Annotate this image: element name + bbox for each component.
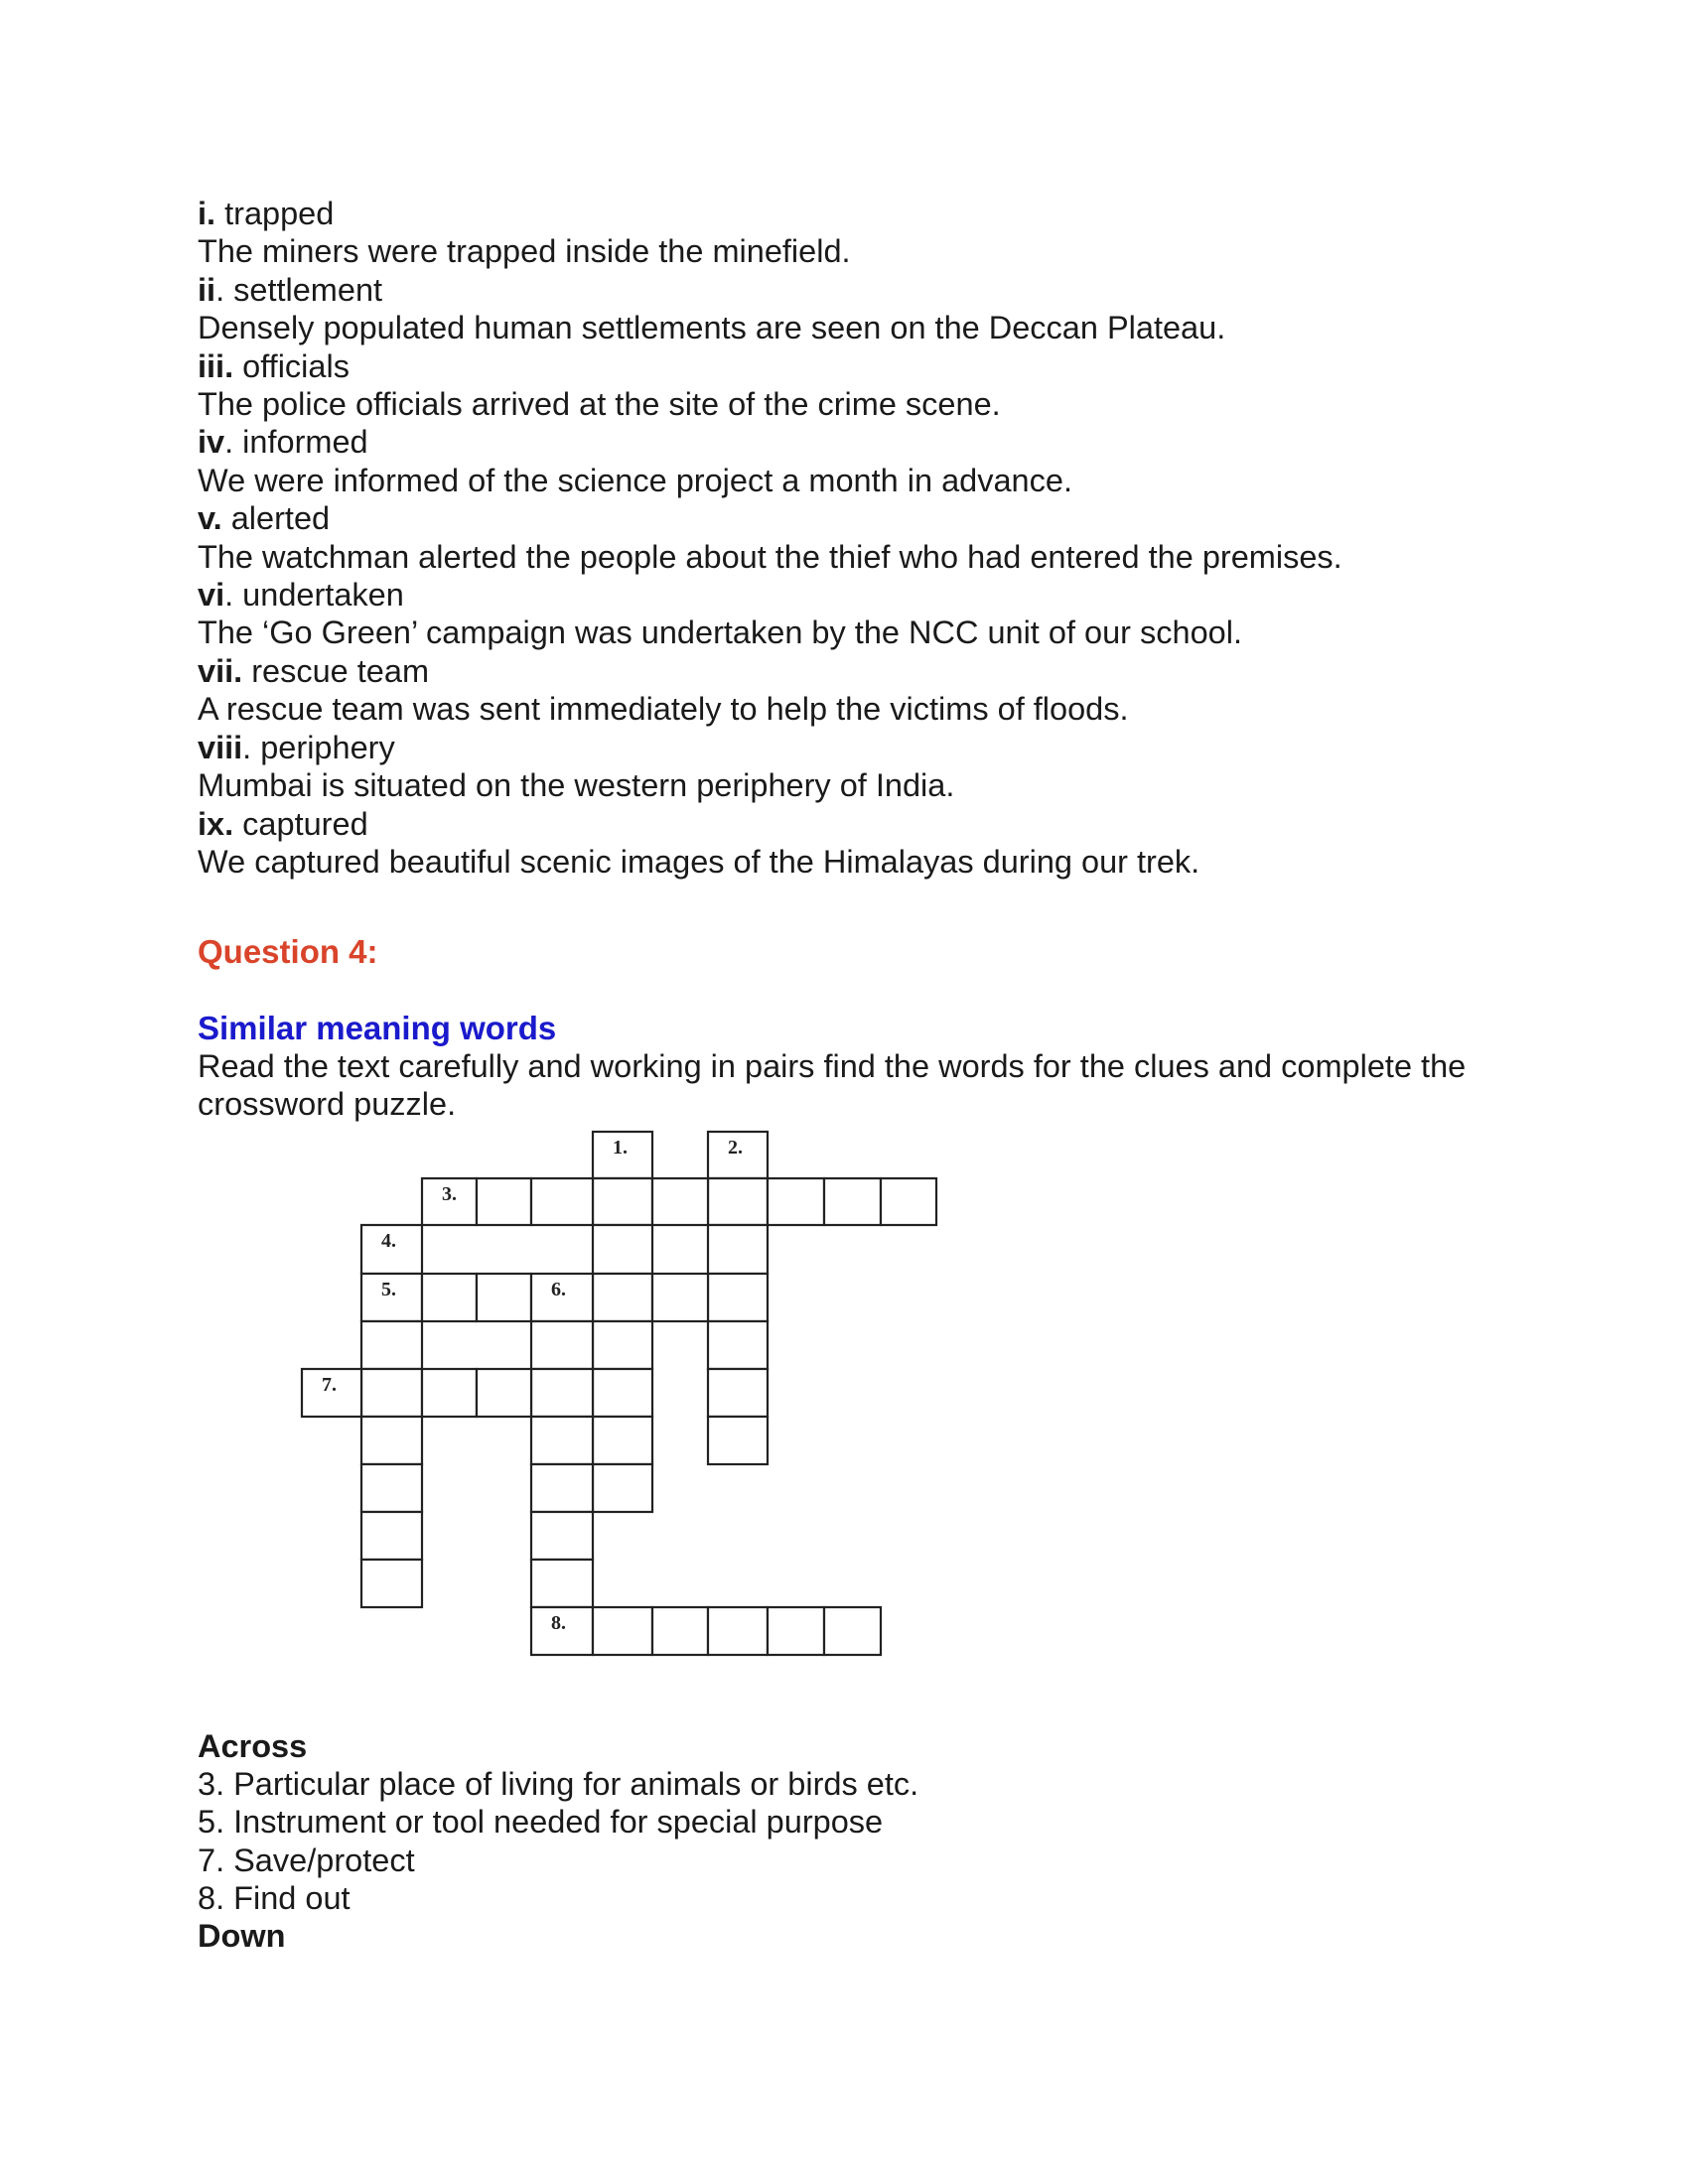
vocab-word: rescue team xyxy=(251,652,430,689)
clue-across: 7. Save/protect xyxy=(198,1842,415,1878)
crossword-cell[interactable] xyxy=(593,1225,652,1274)
crossword-cell[interactable] xyxy=(593,1464,652,1512)
vocab-word: captured xyxy=(242,805,368,842)
crossword-cell[interactable] xyxy=(531,1369,593,1417)
instructions-text: Read the text carefully and working in pairs find the words for the clues and complete the crossword puzzle. xyxy=(198,1048,1467,1122)
vocab-number: i. xyxy=(198,196,216,231)
crossword-cell[interactable] xyxy=(361,1321,422,1369)
crossword-cell[interactable] xyxy=(593,1132,652,1178)
crossword-cell[interactable] xyxy=(361,1369,422,1417)
vocab-number: ii xyxy=(198,271,216,308)
vocabulary-answers xyxy=(198,195,1488,881)
vocab-word-line xyxy=(198,729,1488,766)
vocab-sentence: We captured beautiful scenic images of the Himalayas during our trek. xyxy=(198,843,1200,880)
vocab-number: v. xyxy=(198,500,222,537)
vocab-word-line xyxy=(198,576,1488,614)
crossword-cell[interactable] xyxy=(652,1178,708,1225)
crossword-cell[interactable] xyxy=(361,1560,422,1607)
vocab-word: officials xyxy=(242,347,350,384)
crossword-cell[interactable] xyxy=(824,1607,881,1655)
vocab-word-line xyxy=(198,347,1488,385)
clue-number-label: 7. xyxy=(322,1374,337,1396)
clue-number-label: 8. xyxy=(551,1612,566,1634)
vocab-word-line xyxy=(198,271,1488,309)
crossword-cell[interactable] xyxy=(708,1369,768,1417)
crossword-cell[interactable] xyxy=(361,1274,422,1321)
vocab-number: ix. xyxy=(198,805,234,842)
vocab-number: vii. xyxy=(198,652,243,689)
crossword-cell[interactable] xyxy=(708,1607,768,1655)
crossword-cell[interactable] xyxy=(531,1607,593,1655)
clue-across: 3. Particular place of living for animals or birds etc. xyxy=(198,1766,919,1803)
crossword-cell[interactable] xyxy=(531,1178,593,1225)
down-heading: Down xyxy=(198,1918,286,1955)
clue-across: 5. Instrument or tool needed for special purpose xyxy=(198,1804,884,1841)
crossword-cell[interactable] xyxy=(881,1178,936,1225)
vocab-number: iii. xyxy=(198,347,234,384)
crossword-cell[interactable] xyxy=(477,1369,531,1417)
crossword-cell[interactable] xyxy=(361,1512,422,1560)
vocab-sentence: The miners were trapped inside the minefield. xyxy=(198,233,851,270)
crossword-cell[interactable] xyxy=(708,1132,768,1178)
crossword-cell[interactable] xyxy=(824,1178,881,1225)
crossword-cell[interactable] xyxy=(768,1607,824,1655)
vocab-number: vi xyxy=(198,577,225,614)
vocab-word-line xyxy=(198,499,1488,537)
crossword-cell[interactable] xyxy=(361,1417,422,1464)
clue-number-label: 4. xyxy=(381,1230,396,1252)
vocab-sentence: We were informed of the science project a month in advance. xyxy=(198,462,1072,498)
crossword-cell[interactable] xyxy=(708,1321,768,1369)
clue-across: 8. Find out xyxy=(198,1879,351,1916)
crossword-cell[interactable] xyxy=(708,1417,768,1464)
crossword-cell[interactable] xyxy=(652,1607,708,1655)
crossword-cell[interactable] xyxy=(361,1464,422,1512)
vocab-sentence: Mumbai is situated on the western periphery of India. xyxy=(198,767,955,804)
crossword-cell[interactable] xyxy=(652,1274,708,1321)
clue-number-label: 6. xyxy=(551,1279,566,1300)
clue-number-label: 3. xyxy=(442,1183,457,1205)
crossword-cell[interactable] xyxy=(477,1178,531,1225)
crossword-cell[interactable] xyxy=(593,1607,652,1655)
crossword-cell[interactable] xyxy=(531,1560,593,1607)
vocab-number: viii xyxy=(198,729,243,765)
vocab-sentence: The ‘Go Green’ campaign was undertaken by the NCC unit of our school. xyxy=(198,614,1242,651)
vocab-sentence: A rescue team was sent immediately to help the victims of floods. xyxy=(198,691,1129,728)
crossword-cell[interactable] xyxy=(593,1417,652,1464)
vocab-word: . informed xyxy=(224,424,368,461)
vocab-word: . settlement xyxy=(215,271,383,308)
vocab-sentence: The police officials arrived at the site of the crime scene. xyxy=(198,386,1001,423)
across-heading: Across xyxy=(198,1728,308,1764)
vocab-sentence: Densely populated human settlements are seen on the Deccan Plateau. xyxy=(198,310,1226,346)
vocab-word-line xyxy=(198,652,1488,690)
vocab-word: . periphery xyxy=(242,729,395,765)
vocab-word-line xyxy=(198,195,1488,232)
vocab-number: iv xyxy=(198,424,225,461)
clue-number-label: 1. xyxy=(613,1137,628,1159)
crossword-cell[interactable] xyxy=(531,1274,593,1321)
crossword-cell[interactable] xyxy=(531,1321,593,1369)
question-title: Question 4: xyxy=(198,933,378,970)
clue-number-label: 2. xyxy=(728,1137,743,1159)
crossword-cell[interactable] xyxy=(531,1464,593,1512)
crossword-cell[interactable] xyxy=(531,1512,593,1560)
clue-number-label: 5. xyxy=(381,1279,396,1300)
crossword-cell[interactable] xyxy=(302,1369,361,1417)
crossword-cell[interactable] xyxy=(593,1369,652,1417)
crossword-cell[interactable] xyxy=(593,1178,652,1225)
crossword-cell[interactable] xyxy=(708,1178,768,1225)
crossword-cell[interactable] xyxy=(708,1225,768,1274)
crossword-cell[interactable] xyxy=(593,1321,652,1369)
crossword-cell[interactable] xyxy=(708,1274,768,1321)
crossword-cell[interactable] xyxy=(422,1274,477,1321)
vocab-word-line xyxy=(198,423,1488,461)
crossword-cell[interactable] xyxy=(531,1417,593,1464)
vocab-word-line xyxy=(198,805,1488,843)
crossword-cell[interactable] xyxy=(593,1274,652,1321)
section-subheading: Similar meaning words xyxy=(198,1010,557,1046)
vocab-word: . undertaken xyxy=(224,577,404,614)
crossword-cell[interactable] xyxy=(768,1178,824,1225)
crossword-cell[interactable] xyxy=(422,1178,477,1225)
vocab-sentence: The watchman alerted the people about the thief who had entered the premises. xyxy=(198,538,1342,575)
clues-section xyxy=(198,1727,1488,1955)
crossword-cell[interactable] xyxy=(477,1274,531,1321)
vocab-word: alerted xyxy=(230,500,331,537)
crossword-cell[interactable] xyxy=(361,1225,422,1274)
vocab-word: trapped xyxy=(224,196,335,231)
crossword-cell[interactable] xyxy=(422,1369,477,1417)
